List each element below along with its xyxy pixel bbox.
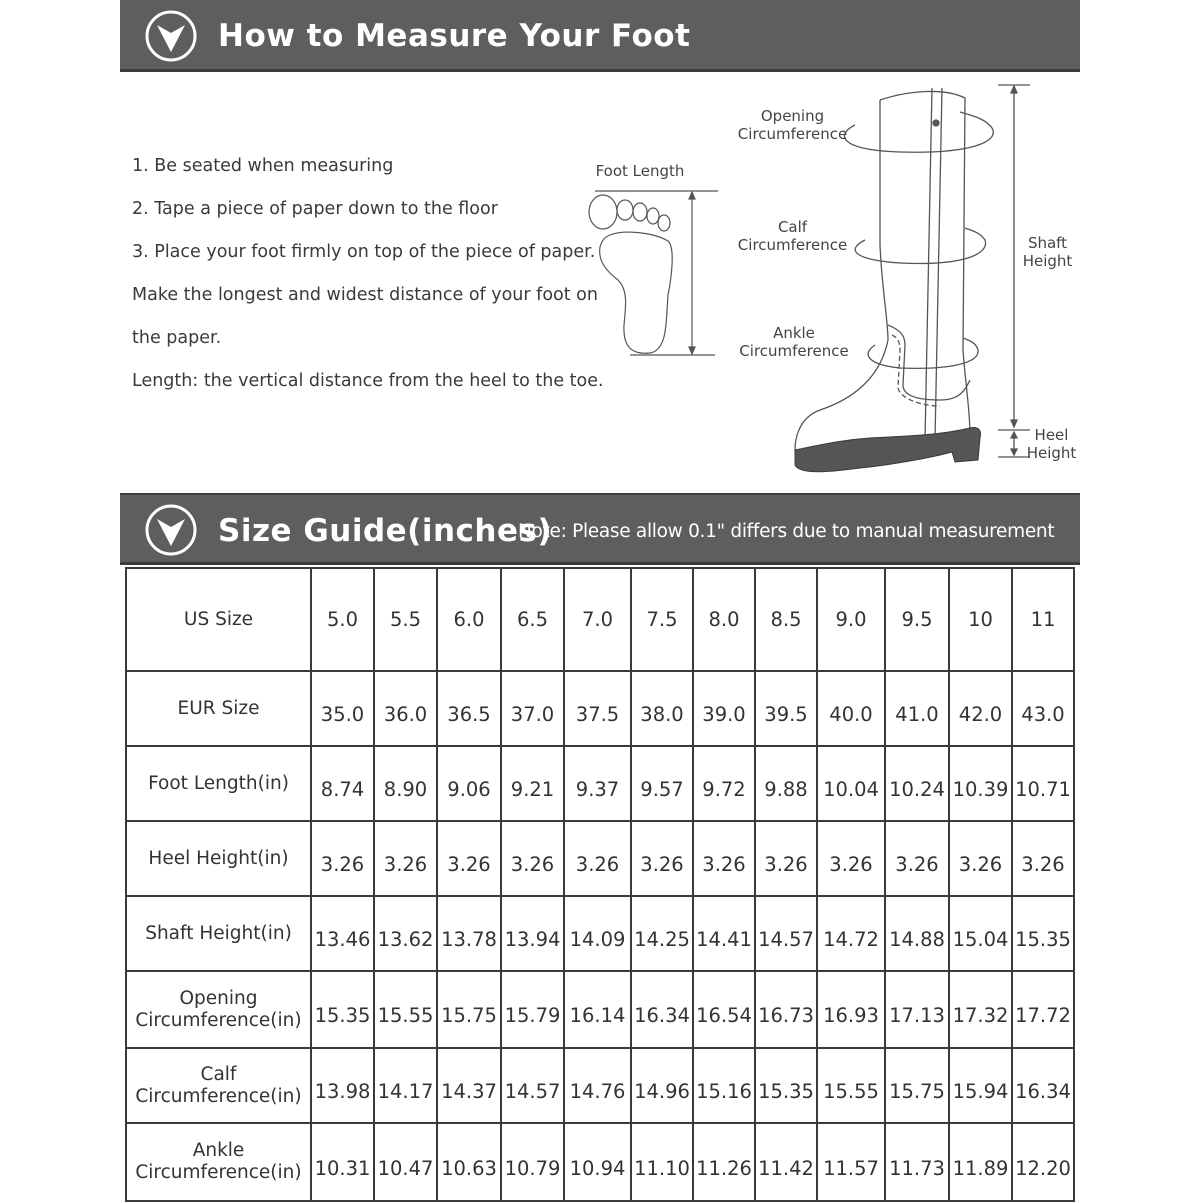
table-cell: 14.25 [631, 896, 693, 971]
table-cell: 13.46 [311, 896, 374, 971]
table-cell: 14.72 [817, 896, 885, 971]
table-cell: 39.5 [755, 671, 817, 746]
foot-length-label: Foot Length [595, 162, 685, 180]
table-cell: 35.0 [311, 671, 374, 746]
table-cell: 10.24 [885, 746, 949, 821]
down-arrow-circle-icon [144, 503, 198, 557]
table-cell: 7.5 [631, 568, 693, 671]
table-cell: 6.5 [501, 568, 564, 671]
table-cell: 11.10 [631, 1123, 693, 1201]
table-row [126, 671, 1074, 746]
ankle-circumference-label: Ankle Circumference [739, 324, 849, 360]
table-cell: 9.37 [564, 746, 631, 821]
row-label: Opening Circumference(in) [126, 971, 311, 1048]
table-cell: 11 [1012, 568, 1074, 671]
table-cell: 14.37 [437, 1048, 501, 1123]
table-cell: 5.5 [374, 568, 437, 671]
table-cell: 3.26 [885, 821, 949, 896]
table-cell: 39.0 [693, 671, 755, 746]
table-cell: 3.26 [1012, 821, 1074, 896]
table-cell: 10.47 [374, 1123, 437, 1201]
table-row [126, 1123, 1074, 1201]
table-cell: 9.88 [755, 746, 817, 821]
table-row [126, 896, 1074, 971]
table-cell: 3.26 [817, 821, 885, 896]
table-cell: 3.26 [374, 821, 437, 896]
table-cell: 12.20 [1012, 1123, 1074, 1201]
table-cell: 9.06 [437, 746, 501, 821]
table-cell: 14.96 [631, 1048, 693, 1123]
table-cell: 8.90 [374, 746, 437, 821]
table-cell: 15.35 [311, 971, 374, 1048]
table-row [126, 821, 1074, 896]
table-cell: 10.04 [817, 746, 885, 821]
table-cell: 42.0 [949, 671, 1012, 746]
table-cell: 36.0 [374, 671, 437, 746]
table-cell: 9.0 [817, 568, 885, 671]
measure-header-banner [120, 0, 1080, 72]
table-cell: 15.04 [949, 896, 1012, 971]
step-line: Make the longest and widest distance of your foot on [132, 285, 598, 305]
table-cell: 3.26 [755, 821, 817, 896]
step-line: the paper. [132, 328, 222, 348]
table-cell: 8.74 [311, 746, 374, 821]
table-cell: 15.55 [374, 971, 437, 1048]
size-table [125, 567, 1075, 1202]
table-cell: 10.39 [949, 746, 1012, 821]
table-cell: 11.89 [949, 1123, 1012, 1201]
table-cell: 13.98 [311, 1048, 374, 1123]
table-row [126, 568, 1074, 671]
step-line: 2. Tape a piece of paper down to the floor [132, 199, 498, 219]
table-cell: 7.0 [564, 568, 631, 671]
row-label: Ankle Circumference(in) [126, 1123, 311, 1201]
table-cell: 16.93 [817, 971, 885, 1048]
size-guide-note: Note: Please allow 0.1" differs due to manual measurement [518, 521, 1055, 542]
row-label: Calf Circumference(in) [126, 1048, 311, 1123]
table-cell: 9.5 [885, 568, 949, 671]
table-cell: 3.26 [311, 821, 374, 896]
table-cell: 14.57 [755, 896, 817, 971]
row-label: EUR Size [126, 671, 311, 746]
table-cell: 10 [949, 568, 1012, 671]
row-label: Shaft Height(in) [126, 896, 311, 971]
table-cell: 3.26 [693, 821, 755, 896]
table-cell: 8.0 [693, 568, 755, 671]
table-cell: 10.94 [564, 1123, 631, 1201]
table-cell: 13.62 [374, 896, 437, 971]
table-cell: 15.16 [693, 1048, 755, 1123]
table-cell: 16.34 [631, 971, 693, 1048]
size-guide-title: Size Guide(inches) [218, 513, 553, 549]
table-cell: 36.5 [437, 671, 501, 746]
table-cell: 10.71 [1012, 746, 1074, 821]
down-arrow-circle-icon [144, 9, 198, 63]
table-cell: 10.31 [311, 1123, 374, 1201]
step-line: 1. Be seated when measuring [132, 156, 394, 176]
table-cell: 14.88 [885, 896, 949, 971]
table-cell: 13.78 [437, 896, 501, 971]
table-cell: 40.0 [817, 671, 885, 746]
table-cell: 3.26 [437, 821, 501, 896]
table-cell: 37.0 [501, 671, 564, 746]
table-cell: 15.75 [885, 1048, 949, 1123]
calf-circumference-label: Calf Circumference [737, 218, 848, 254]
table-cell: 14.76 [564, 1048, 631, 1123]
heel-height-label: Heel Height [1026, 426, 1077, 462]
table-cell: 11.73 [885, 1123, 949, 1201]
table-cell: 6.0 [437, 568, 501, 671]
table-cell: 14.17 [374, 1048, 437, 1123]
table-cell: 14.41 [693, 896, 755, 971]
table-cell: 3.26 [631, 821, 693, 896]
table-cell: 3.26 [564, 821, 631, 896]
table-cell: 38.0 [631, 671, 693, 746]
table-row [126, 1048, 1074, 1123]
step-line: 3. Place your foot firmly on top of the piece of paper. [132, 242, 596, 262]
table-cell: 16.54 [693, 971, 755, 1048]
table-cell: 15.55 [817, 1048, 885, 1123]
table-cell: 16.14 [564, 971, 631, 1048]
table-cell: 17.32 [949, 971, 1012, 1048]
step-line: Length: the vertical distance from the heel to the toe. [132, 371, 604, 391]
table-cell: 15.35 [755, 1048, 817, 1123]
table-cell: 14.09 [564, 896, 631, 971]
table-cell: 16.73 [755, 971, 817, 1048]
row-label: US Size [126, 568, 311, 671]
table-cell: 3.26 [501, 821, 564, 896]
table-cell: 37.5 [564, 671, 631, 746]
table-cell: 17.72 [1012, 971, 1074, 1048]
opening-circumference-label: Opening Circumference [737, 107, 848, 143]
table-cell: 5.0 [311, 568, 374, 671]
table-cell: 17.13 [885, 971, 949, 1048]
table-cell: 10.79 [501, 1123, 564, 1201]
table-cell: 41.0 [885, 671, 949, 746]
table-cell: 10.63 [437, 1123, 501, 1201]
table-cell: 8.5 [755, 568, 817, 671]
table-row [126, 746, 1074, 821]
table-cell: 11.42 [755, 1123, 817, 1201]
table-cell: 9.57 [631, 746, 693, 821]
table-cell: 11.26 [693, 1123, 755, 1201]
measure-steps [132, 150, 604, 408]
table-cell: 15.75 [437, 971, 501, 1048]
table-row [126, 971, 1074, 1048]
table-cell: 14.57 [501, 1048, 564, 1123]
table-cell: 11.57 [817, 1123, 885, 1201]
shaft-height-label: Shaft Height [1022, 234, 1073, 270]
row-label: Foot Length(in) [126, 746, 311, 821]
table-cell: 15.79 [501, 971, 564, 1048]
table-cell: 15.94 [949, 1048, 1012, 1123]
table-cell: 9.72 [693, 746, 755, 821]
row-label: Heel Height(in) [126, 821, 311, 896]
size-guide-header-banner [120, 493, 1080, 565]
measure-title: How to Measure Your Foot [218, 18, 691, 54]
table-cell: 16.34 [1012, 1048, 1074, 1123]
table-cell: 3.26 [949, 821, 1012, 896]
table-cell: 13.94 [501, 896, 564, 971]
table-cell: 43.0 [1012, 671, 1074, 746]
table-cell: 15.35 [1012, 896, 1074, 971]
table-cell: 9.21 [501, 746, 564, 821]
foot-outline-icon [580, 185, 720, 360]
